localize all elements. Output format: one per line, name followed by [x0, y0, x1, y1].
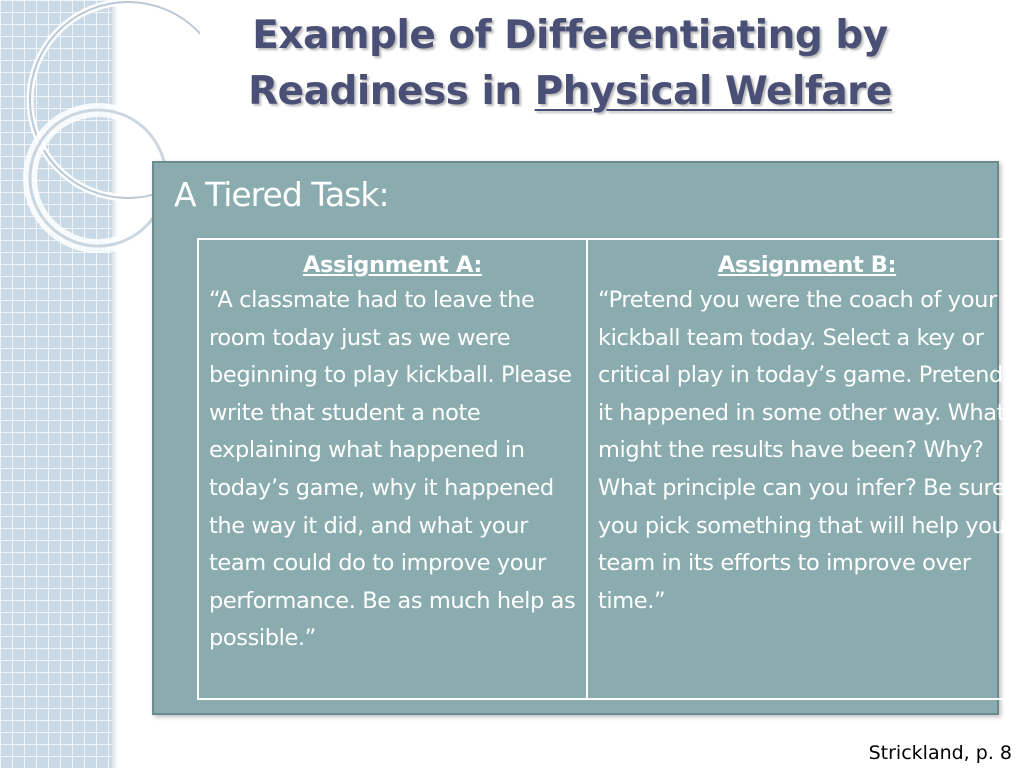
slide-title	[160, 8, 980, 120]
subheading: A Tiered Task:	[174, 175, 389, 214]
citation: Strickland, p. 8	[868, 742, 1012, 764]
assignment-b-cell	[587, 239, 1024, 699]
assignment-a-cell	[198, 239, 587, 699]
assignment-a-heading: Assignment A:	[303, 252, 482, 278]
assignment-a-body: “A classmate had to leave the room today just as we were beginning to play kickball. Please write that student a note explaining what happened in today’s game, why it happened the way it did, and what your team could do to improve your performance. Be as much help as possible.”	[209, 287, 576, 652]
assignment-b-heading: Assignment B:	[717, 252, 897, 278]
title-line-1: Example of Differentiating by	[252, 13, 888, 58]
tiered-task-table	[197, 238, 1024, 700]
assignment-b-body: “Pretend you were the coach of your kickball team today. Select a key or critical play in today’s game. Pretend it happened in some other way. What might the results have been? Why? What principle can you infer? Be sure you pick something that will help your team in its efforts to improve over time.”	[598, 287, 1015, 614]
title-subject: Physical Welfare	[534, 69, 892, 114]
table-row	[198, 239, 1024, 699]
content-box	[152, 161, 1015, 715]
title-line-2	[160, 64, 980, 120]
title-line-2-prefix: Readiness in	[248, 69, 535, 114]
